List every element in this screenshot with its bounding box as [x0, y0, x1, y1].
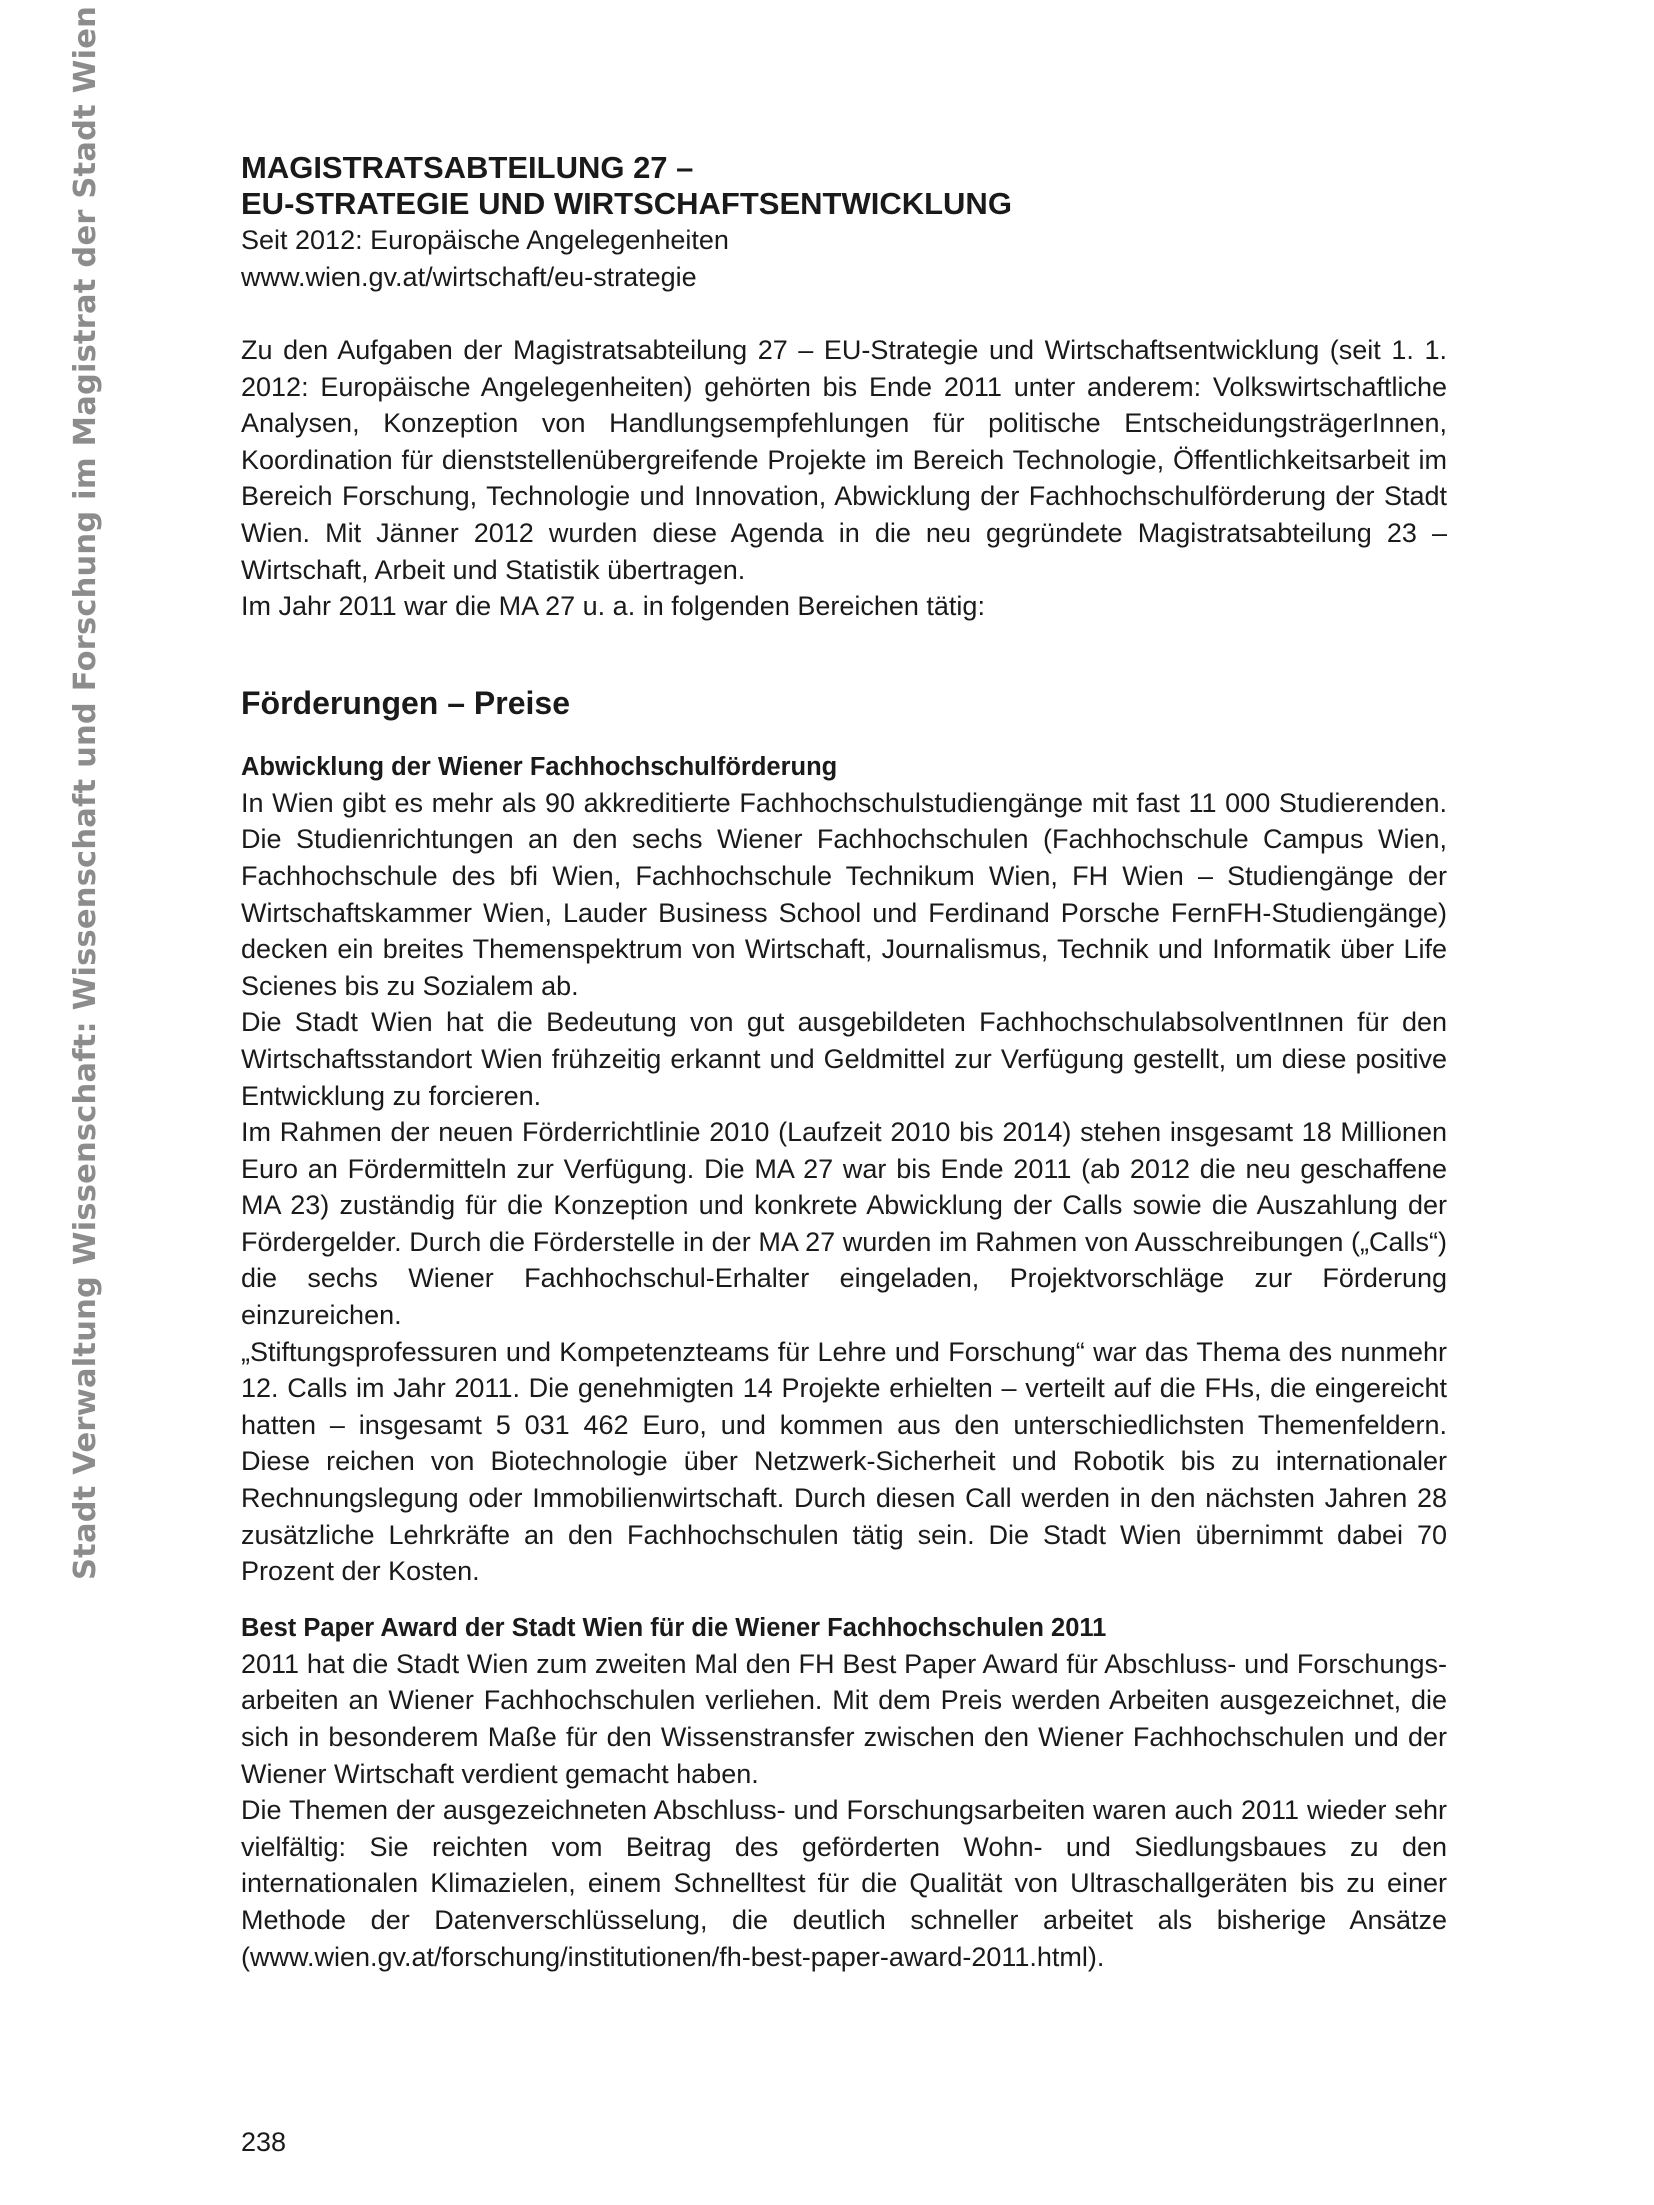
fachhochschul-paragraph-3: Im Rahmen der neuen Förderrichtlinie 2010 (Laufzeit 2010 bis 2014) stehen insgesamt 18 Millionen Euro an Fördermitteln zur Verfügung. Die MA 27 war bis Ende 2011 (ab 2012 die neu geschaffene MA 23) zuständig für die Konzeption und konkrete Abwicklung der Calls sowie die Auszahlung der Fördergelder. Durch die Förderstelle in der MA 27 wurden im Rahmen von Ausschreibungen („Calls“) die sechs Wiener Fachhochschul-Erhalter eingeladen, Projektvorschläge zur Förderung einzureichen.	[241, 1117, 1447, 1331]
spacer	[241, 1590, 1447, 1610]
department-title-line-2: EU-STRATEGIE UND WIRTSCHAFTSENTWICKLUNG	[241, 186, 1012, 221]
fachhochschul-paragraph-1: In Wien gibt es mehr als 90 akkreditierte Fachhochschulstudiengänge mit fast 11 000 Studierenden. Die Studienrichtungen an den sechs Wiener Fachhochschulen (Fachhochschule Campus Wien, Fachhochschule des bfi Wien, Fachhochschule Technikum Wien, FH Wien – Studiengänge der Wirtschaftskammer Wien, Lauder Business School und Ferdinand Porsche FernFH-Studiengänge) decken ein breites Themenspektrum von Wirtschaft, Journalismus, Technik und Informatik über Life Scienes bis zu Sozialem ab.	[241, 787, 1447, 1001]
intro-paragraph: Zu den Aufgaben der Magistratsabteilung 27 – EU-Strategie und Wirtschaftsentwicklung (seit 1. 1. 2012: Europäische Angelegenheiten) gehörten bis Ende 2011 unter anderem: Volkswirtschaftliche Analysen, Konzeption von Handlungsempfehlungen für politische EntscheidungsträgerInnen, Koordination für dienststellenübergreifende Projekte im Bereich Technologie, Öffentlichkeitsarbeit im Bereich Forschung, Technologie und Innovation, Abwicklung der Fachhochschulförderung der Stadt Wien. Mit Jänner 2012 wurden diese Agenda in die neu gegründete Magistratsabteilung 23 – Wirtschaft, Arbeit und Statistik übertragen.	[241, 335, 1447, 585]
fachhochschul-paragraph-4: „Stiftungsprofessuren und Kompetenzteams für Lehre und Forschung“ war das Thema des nunmehr 12. Calls im Jahr 2011. Die genehmigten 14 Projekte erhielten – verteilt auf die FHs, die eingereicht hatten – insgesamt 5 031 462 Euro, und kommen aus den unterschiedlichsten Themenfeldern. Diese reichen von Biotechnologie über Netzwerk-Sicherheit und Robotik bis zu internationaler Rechnungslegung oder Immobilienwirtschaft. Durch diesen Call werden in den nächsten Jahren 28 zusätzliche Lehrkräfte an den Fachhochschulen tätig sein. Die Stadt Wien übernimmt dabei 70 Prozent der Kosten.	[241, 1336, 1447, 1587]
spacer	[241, 296, 1447, 332]
section-title: Förderungen – Preise	[241, 684, 570, 721]
best-paper-paragraph-1: 2011 hat die Stadt Wien zum zweiten Mal den FH Best Paper Award für Abschluss- und Forschungsarbeiten an Wiener Fachhochschulen verliehen. Mit dem Preis werden Arbeiten ausgezeichnet, die sich in besonderem Maße für den Wissenstransfer zwischen den Wiener Fachhochschulen und der Wiener Wirtschaft verdient gemacht haben.	[241, 1648, 1447, 1789]
intro-closing: Im Jahr 2011 war die MA 27 u. a. in folgenden Bereichen tätig:	[241, 591, 985, 622]
department-title-line-1: MAGISTRATSABTEILUNG 27 –	[241, 150, 694, 185]
page-number: 238	[241, 2127, 287, 2157]
fachhochschul-paragraph-2: Die Stadt Wien hat die Bedeutung von gut ausgebildeten FachhochschulabsolventInnen für den Wirtschaftsstandort Wien frühzeitig erkannt und Geldmittel zur Verfügung gestellt, um diese positive Entwicklung zu forcieren.	[241, 1007, 1447, 1111]
department-url: www.wien.gv.at/wirtschaft/eu-strategie	[241, 262, 697, 292]
fachhochschul-funding-heading: Abwicklung der Wiener Fachhochschulförderung	[241, 752, 838, 781]
department-subtitle: Seit 2012: Europäische Angelegenheiten	[241, 225, 729, 255]
best-paper-paragraph-2: Die Themen der ausgezeichneten Abschluss- und Forschungsarbeiten waren auch 2011 wieder sehr vielfältig: Sie reichten vom Beitrag des geförderten Wohn- und Siedlungsbaues zu den internationalen Klimazielen, einem Schnelltest für die Qualität von Ultraschallgeräten bis zu einer Methode der Datenverschlüsselung, die deutlich schneller arbeitet als bisherige Ansätze (www.wien.gv.at/forschung/institutionen/fh-best-paper-award-2011.html).	[241, 1795, 1447, 1972]
spacer	[241, 625, 1447, 683]
spacer	[241, 723, 1447, 749]
running-section-title: Stadt Verwaltung Wissenschaft: Wissenschaft und Forschung im Magistrat der Stadt Wien	[68, 5, 103, 1580]
best-paper-award-heading: Best Paper Award der Stadt Wien für die Wiener Fachhochschulen 2011	[241, 1613, 1107, 1642]
page-content	[241, 150, 1447, 1975]
